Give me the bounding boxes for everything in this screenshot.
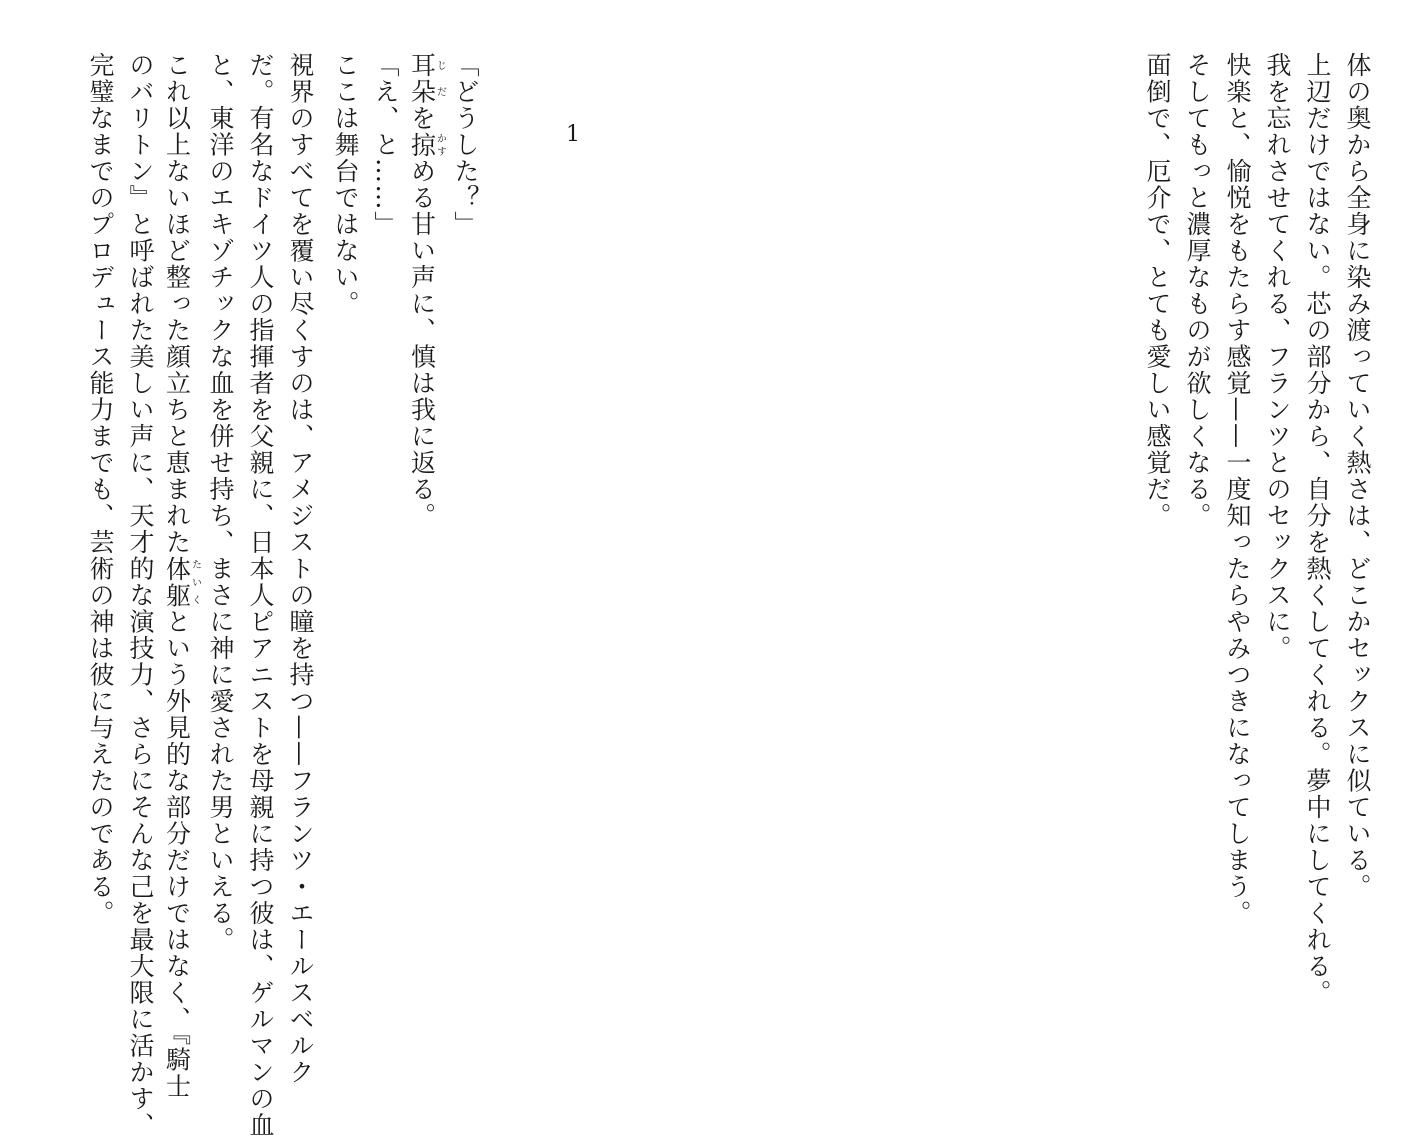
text-line: 完璧なまでのプロデュース能力までも、芸術の神は彼に与えたのである。 (86, 52, 115, 927)
page-number: 1 (566, 122, 580, 147)
text-line: ここは舞台ではない。 (331, 52, 360, 317)
right-page (707, 0, 1414, 1006)
text-line: のバリトン』と呼ばれた美しい声に、天才的な演技力、さらにそんな己を最大限に活かす、 (126, 52, 155, 1139)
ruby-word: 掠かす (407, 131, 446, 158)
dialogue-line: 「え、と……」 (371, 52, 400, 238)
ruby-word: 体躯たいく (162, 555, 201, 609)
text-line: 上辺だけではない。芯の部分から、自分を熱くしてくれる。夢中にしてくれる。 (1303, 52, 1332, 1006)
text-line: 体の奥から全身に染み渡っていく熱さは、どこかセックスに似ている。 (1343, 52, 1372, 900)
text-line: 我を忘れさせてくれる、フランツとのセックスに。 (1263, 52, 1292, 662)
text-line: そしてもっと濃厚なものが欲しくなる。 (1183, 52, 1212, 529)
text-line: だ。有名なドイツ人の指揮者を父親に、日本人ピアニストを母親に持つ彼は、ゲルマンの血 (246, 52, 275, 1139)
dialogue-line: 「どうした？」 (451, 52, 480, 238)
text-line: と、東洋のエキゾチックな血を併せ持ち、まさに神に愛された男といえる。 (206, 52, 235, 953)
text-line-with-ruby: これ以上ないほど整った顔立ちと恵まれた体躯たいくという外見的な部分だけではなく、『騎士 (162, 52, 201, 1100)
text-line: 快楽と、愉悦をもたらす感覚——一度知ったらやみつきになってしまう。 (1223, 52, 1252, 927)
text-line-with-ruby: 耳朵じだを掠かすめる甘い声に、慎は我に返る。 (407, 52, 446, 529)
text-line: 視界のすべてを覆い尽くすのは、アメジストの瞳を持つ——フランツ・エールスベルク (286, 52, 315, 1086)
text-line: 面倒で、厄介で、とても愛しい感覚だ。 (1143, 52, 1172, 529)
ruby-word: 耳朵じだ (407, 52, 446, 105)
